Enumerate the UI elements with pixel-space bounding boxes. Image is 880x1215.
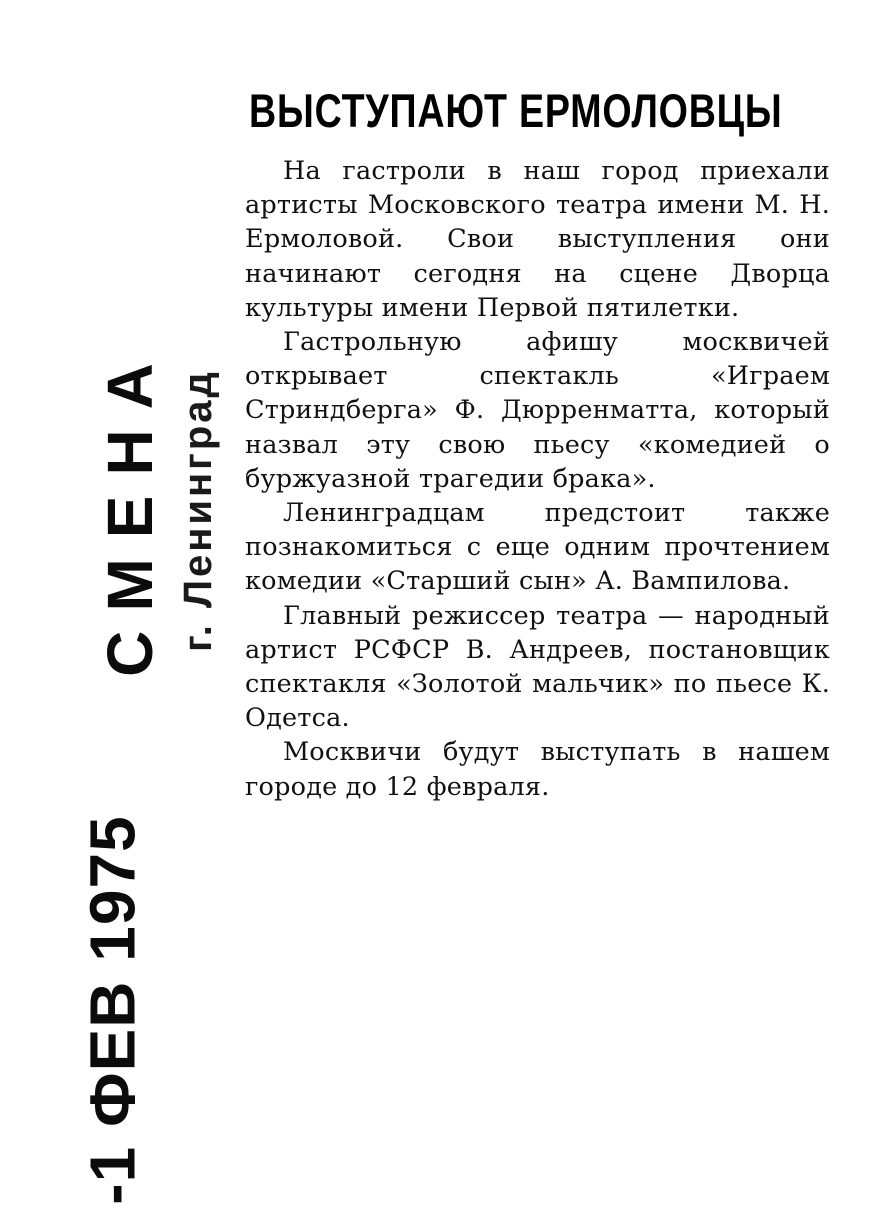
article-headline: ВЫСТУПАЮТ ЕРМОЛОВЦЫ [249, 84, 783, 137]
city-name: г. Ленинград [175, 368, 220, 652]
article-paragraph: Москвичи будут выступать в нашем городе до 12 февраля. [245, 737, 830, 802]
newspaper-name: СМЕНА [94, 343, 166, 677]
publication-date: -1 ФЕВ 1975 [77, 815, 149, 1205]
article-paragraph: Гастрольную афишу москвичей открывает спектакль «Играем Стриндберга» Ф. Дюрренматта, который назвал эту свою пьесу «комедией о буржуазной трагедии брака». [245, 327, 830, 494]
article-paragraph: На гастроли в наш город приехали артисты Московского театра имени М. Н. Ермоловой. Свои выступления они начинают сегодня на сцене Дворца культуры имени Первой пятилетки. [245, 156, 830, 323]
article-paragraph: Главный режиссер театра — народный артист РСФСР В. Андреев, постановщик спектакля «Золотой мальчик» по пьесе К. Одетса. [245, 600, 830, 734]
date-stamp [68, 815, 158, 1205]
article [245, 80, 830, 804]
city-stamp [172, 345, 224, 675]
newspaper-name-stamp [94, 343, 166, 677]
article-paragraph: Ленинградцам предстоит также познакомиться с еще одним прочтением комедии «Старший сын» А. Вампилова. [245, 498, 830, 597]
